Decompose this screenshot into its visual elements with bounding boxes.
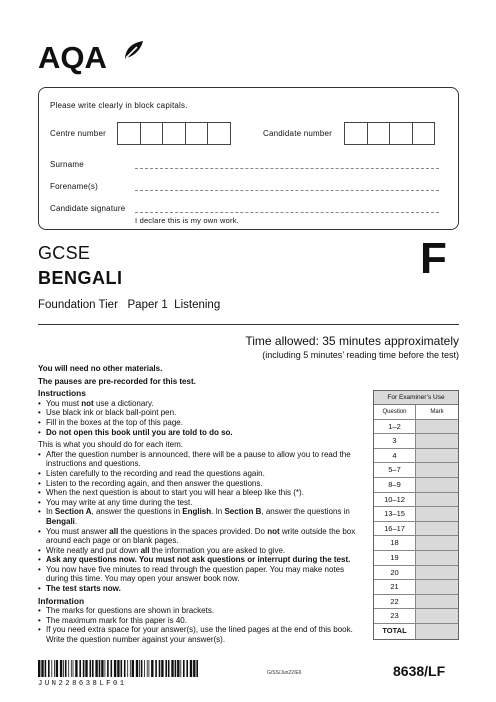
barcode-bar [117,660,119,677]
candidate-number-boxes[interactable] [345,122,435,145]
mark-cell [416,507,458,521]
instruction-text: In [46,507,55,517]
examiner-row [374,434,458,449]
digit-box[interactable] [367,122,391,145]
centre-number-label: Centre number [50,129,106,138]
item-steps-list [38,450,368,594]
barcode-bar [168,660,170,677]
examiner-row [374,580,458,595]
declaration-text: I declare this is my own work. [135,216,239,225]
divider [38,324,459,325]
barcode-bar [151,660,153,677]
barcode [38,660,200,677]
barcode-bar [79,660,81,677]
digit-box[interactable] [117,122,141,145]
question-number: 18 [374,536,416,550]
examiner-row [374,420,458,435]
instruction-item [38,527,368,546]
mark-cell [416,478,458,492]
candidate-details-box [38,87,459,230]
barcode-bar [95,660,97,677]
signature-field[interactable] [135,212,439,213]
barcode-bar [149,660,150,677]
instructions-list [38,399,368,437]
mark-cell [416,449,458,463]
digit-box[interactable] [207,122,231,145]
mark-cell [416,580,458,594]
barcode-bar [63,660,64,677]
question-number: 1–2 [374,420,416,434]
examiner-caption: For Examiner’s Use [374,391,458,405]
instruction-item [38,399,368,409]
barcode-bar [136,660,138,677]
barcode-bar [165,660,167,677]
signature-label: Candidate signature [50,204,126,213]
examiner-row [374,463,458,478]
instruction-text: the questions in the spaces provided. Do [118,526,268,536]
instruction-item [38,428,368,438]
digit-box[interactable] [344,122,368,145]
instruction-item [38,488,368,498]
barcode-bar [132,660,134,677]
instruction-text: Write neatly and put down [46,545,141,555]
tier-name: Foundation Tier [38,299,118,311]
barcode-bar [139,660,140,677]
mark-cell [416,493,458,507]
barcode-bar [183,660,185,677]
instruction-item [38,479,368,489]
barcode-bar [65,660,67,677]
instruction-item [38,418,368,428]
instruction-text: Fill in the boxes at the top of this page. [46,417,183,427]
total-mark-cell [416,624,458,639]
mark-cell [416,595,458,609]
total-label: TOTAL [374,624,416,639]
barcode-bar [75,660,77,677]
emphasis-text: all [109,526,119,536]
barcode-bar [121,660,123,677]
emphasis-text: Ask any questions now. You must not ask questions or interrupt during the test. [46,555,351,565]
instruction-text: use a dictionary. [93,398,154,408]
information-list [38,606,368,644]
barcode-bar [45,660,47,677]
instruction-item [38,408,368,418]
item-intro: This is what you should do for each item. [38,440,183,450]
barcode-bar [127,660,128,677]
barcode-bar [107,660,109,677]
emphasis-text: English [182,507,212,517]
barcode-bar [54,660,55,677]
question-number: 19 [374,551,416,565]
examiner-row [374,449,458,464]
barcode-bar [90,660,92,677]
block-capitals-instruction: Please write clearly in block capitals. [50,101,188,110]
barcode-bar [92,660,94,677]
barcode-bar [105,660,106,677]
emphasis-text: Section B [224,507,262,517]
barcode-bar [196,660,198,677]
question-number: 16–17 [374,522,416,536]
question-number: 3 [374,434,416,448]
emphasis-text: Do not open this book until you are told to do so. [46,427,233,437]
paper-code: 8638/LF [393,663,446,679]
instruction-text: When the next question is about to start you will hear a bleep like this (*). [46,488,304,498]
question-column-header: Question [374,405,416,419]
digit-box[interactable] [185,122,209,145]
mark-cell [416,420,458,434]
examiner-row [374,522,458,537]
instruction-text: You now have five minutes to read through the question paper. You may make notes during this time. You may open your answer book now. [46,564,345,584]
barcode-bar [124,660,126,677]
barcode-bar [114,660,116,677]
mark-cell [416,551,458,565]
question-number: 10–12 [374,493,416,507]
instruction-item [38,469,368,479]
barcode-bar [193,660,195,677]
barcode-bar [161,660,163,677]
examiner-row [374,536,458,551]
subject-title: BENGALI [38,268,123,288]
examiner-header-row [374,405,458,420]
emphasis-text: not [81,398,94,408]
leaf-mark-icon [122,40,144,60]
mark-cell [416,463,458,477]
examiner-use-table [373,390,459,640]
instruction-text: , answer the questions in [91,507,183,517]
digit-box[interactable] [162,122,186,145]
barcode-bar [60,660,62,677]
centre-number-boxes[interactable] [118,122,231,145]
mark-cell [416,566,458,580]
instruction-item [38,565,368,584]
barcode-bar [83,660,85,677]
barcode-bar [111,660,113,677]
aqa-logo [38,36,144,80]
instruction-text: . [74,516,78,526]
question-number: 23 [374,609,416,623]
qualification-title: GCSE [38,243,91,263]
candidate-number-label: Candidate number [263,129,333,138]
instruction-item [38,546,368,556]
emphasis-text: all [140,545,150,555]
question-number: 22 [374,595,416,609]
question-number: 13–15 [374,507,416,521]
barcode-bar [155,660,157,677]
examiner-row [374,566,458,581]
instruction-item [38,584,368,594]
instruction-text: Listen carefully to the recording and read the questions again. [46,468,265,478]
information-heading: Information [38,595,85,606]
instruction-text: write outside the box around each page or on blank pages. [46,526,356,546]
barcode-bar [38,660,40,677]
examiner-row [374,493,458,508]
examiner-row [374,609,458,624]
barcode-bar [147,660,148,677]
barcode-bar [144,660,145,677]
paper-name: Paper 1 Listening [127,299,221,311]
barcode-bar [51,660,52,677]
instruction-item [38,555,368,565]
tier-letter: F [420,234,447,283]
mark-cell [416,522,458,536]
instruction-text: After the question number is announced, there will be a pause to allow you to read the instructions and questions. [46,449,351,469]
instruction-item: • The maximum mark for this paper is 40. [38,616,368,626]
question-number: 20 [374,566,416,580]
instruction-text: , answer the questions in [261,507,350,517]
barcode-bar [175,660,177,677]
barcode-bar [41,660,43,677]
instruction-text: Listen to the recording again, and then answer the questions. [46,478,263,488]
barcode-text: JUN228638LF01 [38,680,127,688]
mark-column-header: Mark [416,405,458,419]
instructions-section [38,364,368,645]
mark-cell [416,536,458,550]
digit-box[interactable] [412,122,436,145]
instruction-item [38,498,368,508]
emphasis-text: The test starts now. [46,584,121,594]
forenames-label: Forename(s) [50,182,98,191]
digit-box[interactable] [389,122,413,145]
document-reference: G/SS/Jun22/E6 [267,670,302,676]
instruction-item: • The marks for questions are shown in brackets. [38,606,368,616]
barcode-bar [190,660,192,677]
instruction-item: • If you need extra space for your answer(s), use the lined pages at the end of this book. Write the question number against your answer(s). [38,625,368,644]
instruction-text: Use black ink or black ball-point pen. [46,408,177,418]
emphasis-text: Section A [54,507,92,517]
question-number: 21 [374,580,416,594]
barcode-bar [73,660,74,677]
barcode-bar [141,660,143,677]
instruction-text: . In [211,507,225,517]
time-note: (including 5 minutes’ reading time before the test) [262,350,459,360]
barcode-bar [101,660,103,677]
instruction-text: the information you are asked to give. [149,545,286,555]
barcode-bar [159,660,161,677]
barcode-bar [180,660,181,677]
barcode-bar [171,660,173,677]
instruction-item [38,450,368,469]
barcode-bar [99,660,101,677]
mark-cell [416,434,458,448]
examiner-row [374,551,458,566]
barcode-bar [71,660,72,677]
instruction-text: You must answer [46,526,110,536]
surname-label: Surname [50,160,84,169]
barcode-bar [130,660,131,677]
barcode-bar [186,660,188,677]
instruction-item [38,507,368,526]
barcode-bar [56,660,58,677]
digit-box[interactable] [140,122,164,145]
barcode-bar [85,660,87,677]
forenames-field[interactable] [135,190,439,191]
surname-field[interactable] [135,168,439,169]
examiner-row [374,478,458,493]
instruction-text: You must [46,398,82,408]
time-allowed: Time allowed: 35 minutes approximately [245,334,459,348]
emphasis-text: not [267,526,280,536]
tier-paper-line [38,299,220,311]
emphasis-text: Bengali [46,516,75,526]
examiner-row [374,595,458,610]
logo-text: AQA [38,40,107,75]
materials-note: You will need no other materials. [38,364,163,373]
question-number: 4 [374,449,416,463]
instructions-heading: Instructions [38,388,86,399]
examiner-row [374,507,458,522]
instruction-text: You may write at any time during the test. [46,497,193,507]
prerecorded-note: The pauses are pre-recorded for this test. [38,376,196,386]
barcode-bar [68,660,69,677]
question-number: 8–9 [374,478,416,492]
question-number: 5–7 [374,463,416,477]
total-row [374,624,458,639]
barcode-bar [177,660,179,677]
mark-cell [416,609,458,623]
barcode-bar [48,660,50,677]
